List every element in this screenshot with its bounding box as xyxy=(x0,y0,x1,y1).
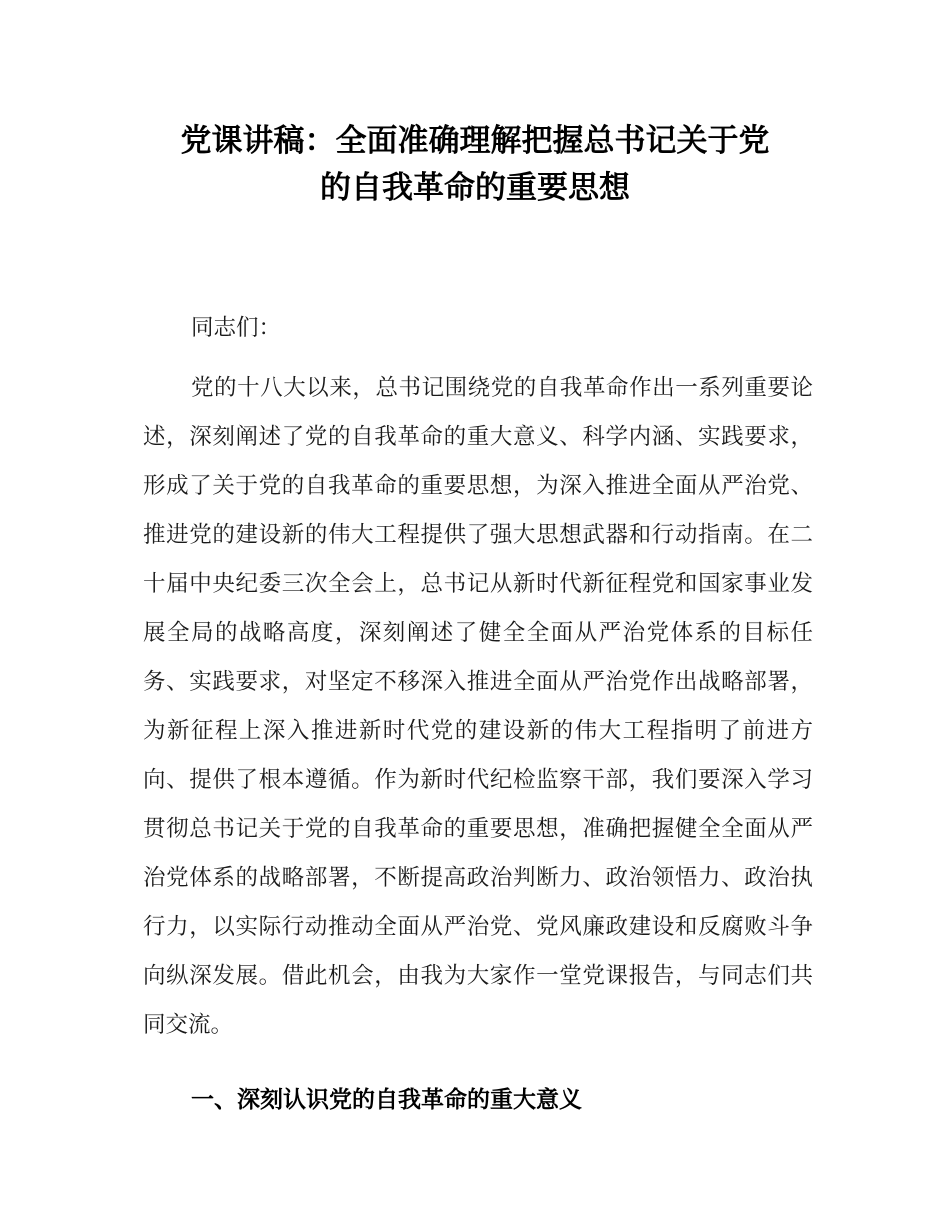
document-title-line-2: 的自我革命的重要思想 xyxy=(320,170,630,206)
intro-paragraph: 党的十八大以来，总书记围绕党的自我革命作出一系列重要论述，深刻阐述了党的自我革命的重大意义、科学内涵、实践要求，形成了关于党的自我革命的重要思想，为深入推进全面从严治党、推进党的建设新的伟大工程提供了强大思想武器和行动指南。在二十届中央纪委三次全会上，总书记从新时代新征程党和国家事业发展全局的战略高度，深刻阐述了健全全面从严治党体系的目标任务、实践要求，对坚定不移深入推进全面从严治党作出战略部署，为新征程上深入推进新时代党的建设新的伟大工程指明了前进方向、提供了根本遵循。作为新时代纪检监察干部，我们要深入学习贯彻总书记关于党的自我革命的重要思想，准确把握健全全面从严治党体系的战略部署，不断提高政治判断力、政治领悟力、政治执行力，以实际行动推动全面从严治党、党风廉政建设和反腐败斗争向纵深发展。借此机会，由我为大家作一堂党课报告，与同志们共同交流。 xyxy=(143,375,813,1038)
section-heading-1: 一、深刻认识党的自我革命的重大意义 xyxy=(191,1087,582,1113)
document-title-line-1: 党课讲稿：全面准确理解把握总书记关于党 xyxy=(180,123,770,159)
greeting: 同志们： xyxy=(191,315,282,341)
